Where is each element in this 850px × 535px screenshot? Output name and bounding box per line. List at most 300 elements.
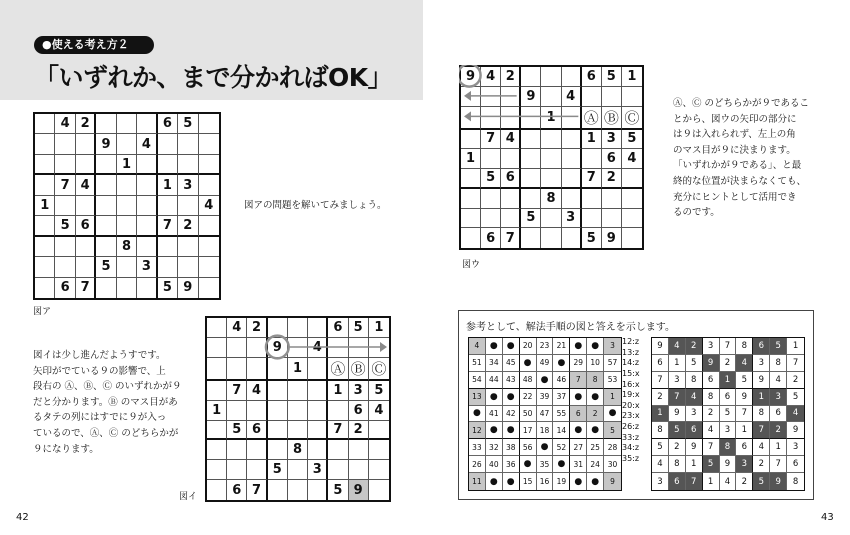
- fig_a-cell: [96, 216, 116, 236]
- fig_i-cell: Ⓒ: [369, 358, 389, 381]
- steps-cell: ●: [587, 473, 604, 490]
- fig_i-cell: [268, 318, 288, 338]
- steps-cell: 45: [503, 355, 520, 372]
- fig_u-cell: [541, 87, 561, 107]
- answer-cell: 6: [770, 406, 787, 423]
- fig_u-cell: [622, 189, 642, 209]
- answer-cell: 6: [686, 422, 703, 439]
- answer-cell: 2: [787, 372, 804, 389]
- fig_i-cell: [308, 440, 328, 460]
- fig_a-cell: [35, 134, 55, 154]
- fig_a-cell: [55, 257, 75, 277]
- text-line: は９は入れられず、左上の角: [673, 129, 796, 141]
- fig_u-cell: [481, 209, 501, 229]
- answer-cell: 7: [652, 372, 669, 389]
- fig_i-cell: [268, 480, 288, 500]
- fig_u-cell: [622, 169, 642, 189]
- fig_i-cell: 5: [369, 381, 389, 401]
- fig_i-cell: [207, 381, 227, 401]
- fig_u-cell: [622, 87, 642, 107]
- fig_u-cell: [481, 189, 501, 209]
- steps-cell: ●: [570, 422, 587, 439]
- answer-cell: 9: [652, 338, 669, 355]
- answer-cell: 1: [753, 389, 770, 406]
- fig_i-cell: 2: [349, 421, 369, 441]
- fig_u-cell: [541, 130, 561, 150]
- fig_u-cell: [461, 87, 481, 107]
- steps-cell: 18: [537, 422, 554, 439]
- answer-cell: 5: [652, 439, 669, 456]
- answer-cell: 4: [787, 406, 804, 423]
- fig_i-cell: [207, 460, 227, 480]
- answer-cell: 5: [669, 422, 686, 439]
- steps-cell: 50: [520, 406, 537, 423]
- steps-cell: 42: [503, 406, 520, 423]
- answer-cell: 6: [753, 338, 770, 355]
- fig_u-cell: [521, 107, 541, 130]
- fig_a-cell: [35, 155, 55, 175]
- fig_u-cell: 1: [622, 67, 642, 87]
- text-line: るのです。: [673, 207, 720, 219]
- fig_u-cell: [582, 87, 602, 107]
- fig_i-cell: 5: [268, 460, 288, 480]
- fig_a-cell: 5: [55, 216, 75, 236]
- fig_a-cell: 9: [96, 134, 116, 154]
- steps-cell: 23: [537, 338, 554, 355]
- steps-cell: 21: [553, 338, 570, 355]
- fig_u-cell: 9: [602, 228, 622, 248]
- fig_i-cell: 3: [349, 381, 369, 401]
- fig_u-cell: [562, 107, 582, 130]
- fig_a-cell: [178, 257, 198, 277]
- fig_a-cell: [137, 196, 157, 216]
- fig_i-cell: 4: [247, 381, 267, 401]
- fig_u-cell: 2: [602, 169, 622, 189]
- fig_a-cell: [178, 155, 198, 175]
- steps-cell: 14: [553, 422, 570, 439]
- fig_a-cell: 1: [158, 175, 178, 195]
- answer-cell: 4: [753, 439, 770, 456]
- steps-cell: 35: [537, 456, 554, 473]
- fig_u-cell: [501, 209, 521, 229]
- fig_u-cell: [562, 67, 582, 87]
- fig_i-cell: [328, 460, 348, 480]
- steps-note: 26:z: [622, 422, 640, 431]
- answer-cell: 6: [669, 473, 686, 490]
- fig_i-cell: 7: [227, 381, 247, 401]
- fig_i-cell: [227, 401, 247, 421]
- fig_u-cell: [562, 228, 582, 248]
- answer-cell: 4: [736, 355, 753, 372]
- answer-cell: 4: [720, 473, 737, 490]
- steps-cell: 55: [553, 406, 570, 423]
- fig_i-cell: [207, 318, 227, 338]
- fig_a-cell: [199, 155, 219, 175]
- steps-note: 35:z: [622, 453, 640, 463]
- fig_u-cell: [562, 169, 582, 189]
- fig_i-cell: 1: [328, 381, 348, 401]
- steps-cell: 36: [503, 456, 520, 473]
- answer-cell: 4: [770, 372, 787, 389]
- fig_a-cell: [55, 237, 75, 257]
- answer-cell: 1: [720, 372, 737, 389]
- answer-cell: 6: [720, 389, 737, 406]
- fig_a-cell: [76, 134, 96, 154]
- fig_a-cell: 4: [55, 114, 75, 134]
- fig_i-cell: 9: [268, 338, 288, 358]
- steps-cell: 27: [570, 439, 587, 456]
- answer-cell: 3: [686, 406, 703, 423]
- text-line: だと分かります。Ⓑ のマス目があ: [33, 396, 178, 408]
- answer-cell: 7: [669, 389, 686, 406]
- fig_u-cell: [562, 189, 582, 209]
- solution-steps-grid: [468, 337, 622, 491]
- answer-cell: 1: [736, 422, 753, 439]
- fig-i-label: 図イ: [179, 492, 198, 502]
- fig_u-cell: [461, 228, 481, 248]
- fig_a-cell: [35, 175, 55, 195]
- answer-cell: 7: [720, 338, 737, 355]
- answer-cell: 3: [703, 338, 720, 355]
- fig_u-cell: 9: [461, 67, 481, 87]
- fig_a-cell: [96, 196, 116, 216]
- fig_a-cell: [117, 134, 137, 154]
- fig_u-cell: [602, 87, 622, 107]
- fig_u-cell: Ⓐ: [582, 107, 602, 130]
- fig_i-cell: 5: [227, 421, 247, 441]
- answer-cell: 7: [770, 456, 787, 473]
- fig_a-cell: [96, 278, 116, 298]
- steps-cell: ●: [570, 473, 587, 490]
- fig_a-cell: 7: [76, 278, 96, 298]
- steps-cell: 37: [553, 389, 570, 406]
- fig_u-cell: [582, 189, 602, 209]
- steps-cell: ●: [486, 473, 503, 490]
- fig_u-cell: 7: [481, 130, 501, 150]
- fig_u-cell: [582, 149, 602, 169]
- fig_a-cell: [96, 175, 116, 195]
- fig_u-cell: [582, 209, 602, 229]
- steps-note: 20:x: [622, 400, 640, 410]
- fig_i-cell: [268, 401, 288, 421]
- text-line: のマス目が９に決まります。: [673, 144, 796, 156]
- answer-cell: 2: [652, 389, 669, 406]
- answer-cell: 1: [787, 338, 804, 355]
- fig_a-cell: [158, 155, 178, 175]
- fig_a-cell: [199, 237, 219, 257]
- fig_u-cell: [562, 130, 582, 150]
- fig_u-cell: 6: [582, 67, 602, 87]
- answer-cell: 9: [736, 389, 753, 406]
- fig_u-cell: 4: [481, 67, 501, 87]
- steps-cell: 47: [537, 406, 554, 423]
- steps-cell: 52: [553, 439, 570, 456]
- fig_u-cell: [481, 149, 501, 169]
- answer-cell: 7: [686, 473, 703, 490]
- steps-note: 12:z: [622, 337, 640, 346]
- sudoku-grid-fig-i: [205, 316, 391, 502]
- steps-cell: 9: [604, 473, 621, 490]
- page-number-right: 43: [821, 512, 834, 523]
- fig_u-cell: 3: [602, 130, 622, 150]
- steps-cell: ●: [604, 406, 621, 423]
- reference-title: 参考として、解法手順の図と答えを示します。: [466, 322, 675, 333]
- steps-cell: ●: [587, 389, 604, 406]
- steps-cell: 3: [604, 338, 621, 355]
- steps-cell: 38: [503, 439, 520, 456]
- answer-cell: 1: [703, 473, 720, 490]
- fig_a-cell: [137, 155, 157, 175]
- steps-cell: ●: [486, 422, 503, 439]
- fig_a-cell: [137, 114, 157, 134]
- fig_a-cell: [158, 257, 178, 277]
- fig_u-cell: [602, 209, 622, 229]
- fig_a-cell: [199, 114, 219, 134]
- steps-note: 15:x: [622, 368, 640, 378]
- fig_a-cell: [199, 216, 219, 236]
- answer-cell: 8: [753, 406, 770, 423]
- fig_a-cell: [35, 114, 55, 134]
- answer-cell: 5: [736, 372, 753, 389]
- fig_a-cell: [117, 175, 137, 195]
- fig_i-cell: [308, 318, 328, 338]
- steps-cell: ●: [486, 338, 503, 355]
- answer-cell: 8: [736, 338, 753, 355]
- answer-cell: 5: [686, 355, 703, 372]
- fig_i-cell: 8: [288, 440, 308, 460]
- fig_a-cell: [76, 237, 96, 257]
- answer-cell: 2: [669, 439, 686, 456]
- fig_i-cell: [288, 480, 308, 500]
- steps-cell: ●: [503, 338, 520, 355]
- fig_u-cell: [541, 209, 561, 229]
- answer-cell: 9: [787, 422, 804, 439]
- answer-cell: 3: [720, 422, 737, 439]
- answer-cell: 2: [703, 406, 720, 423]
- answer-cell: 5: [770, 338, 787, 355]
- steps-cell: 11: [469, 473, 486, 490]
- steps-column-notes: [622, 337, 640, 465]
- steps-cell: ●: [537, 372, 554, 389]
- answer-cell: 1: [770, 439, 787, 456]
- steps-cell: ●: [553, 355, 570, 372]
- fig_u-cell: 5: [582, 228, 602, 248]
- fig_i-cell: [247, 440, 267, 460]
- answer-cell: 2: [770, 422, 787, 439]
- answer-grid: [651, 337, 805, 491]
- fig_i-cell: 6: [247, 421, 267, 441]
- fig_i-cell: 7: [247, 480, 267, 500]
- answer-cell: 3: [669, 372, 686, 389]
- fig_u-cell: [622, 228, 642, 248]
- fig_a-cell: 3: [178, 175, 198, 195]
- answer-cell: 2: [736, 473, 753, 490]
- fig_i-cell: [369, 480, 389, 500]
- fig_i-cell: [349, 460, 369, 480]
- text-line: 「いずれかが９である」、と最: [673, 160, 802, 172]
- answer-cell: 8: [770, 355, 787, 372]
- fig_i-cell: 2: [247, 318, 267, 338]
- fig_i-cell: 6: [349, 401, 369, 421]
- fig_i-cell: [308, 401, 328, 421]
- fig_u-cell: 1: [461, 149, 481, 169]
- steps-cell: 43: [503, 372, 520, 389]
- fig_i-cell: [207, 358, 227, 381]
- steps-cell: 7: [570, 372, 587, 389]
- fig_a-cell: [137, 175, 157, 195]
- fig_a-cell: [55, 155, 75, 175]
- fig_a-cell: [35, 257, 55, 277]
- steps-cell: ●: [469, 406, 486, 423]
- fig_a-cell: 8: [117, 237, 137, 257]
- answer-cell: 2: [720, 355, 737, 372]
- fig_a-cell: [35, 216, 55, 236]
- steps-cell: 34: [486, 355, 503, 372]
- answer-cell: 9: [686, 439, 703, 456]
- steps-cell: 10: [587, 355, 604, 372]
- section-badge: ●使える考え方２: [34, 36, 154, 54]
- fig_i-cell: [349, 338, 369, 358]
- fig_u-cell: 7: [582, 169, 602, 189]
- text-line: 矢印がでている９の影響で、上: [33, 365, 166, 377]
- fig_u-cell: [622, 209, 642, 229]
- fig_i-cell: 4: [308, 338, 328, 358]
- fig_i-cell: [308, 381, 328, 401]
- answer-cell: 2: [753, 456, 770, 473]
- text-line: 図イは少し進んだようすです。: [33, 350, 166, 361]
- fig_i-cell: 9: [349, 480, 369, 500]
- fig_i-cell: [247, 401, 267, 421]
- fig_u-cell: 6: [501, 169, 521, 189]
- fig_i-cell: [288, 460, 308, 480]
- fig_a-cell: 1: [117, 155, 137, 175]
- fig_a-cell: [137, 216, 157, 236]
- answer-cell: 4: [703, 422, 720, 439]
- fig_a-cell: [55, 196, 75, 216]
- fig_a-cell: 2: [76, 114, 96, 134]
- steps-cell: 49: [537, 355, 554, 372]
- fig_u-cell: [602, 189, 622, 209]
- steps-cell: 28: [604, 439, 621, 456]
- steps-cell: ●: [570, 338, 587, 355]
- steps-cell: 16: [537, 473, 554, 490]
- fig_i-cell: [247, 460, 267, 480]
- steps-note: 19:x: [622, 390, 640, 400]
- fig_a-cell: [178, 237, 198, 257]
- steps-cell: 25: [587, 439, 604, 456]
- fig_a-cell: 5: [158, 278, 178, 298]
- answer-cell: 6: [736, 439, 753, 456]
- fig_i-cell: Ⓐ: [328, 358, 348, 381]
- fig_i-cell: [227, 358, 247, 381]
- sudoku-grid-fig-u: [459, 65, 644, 250]
- answer-cell: 8: [686, 372, 703, 389]
- answer-cell: 9: [703, 355, 720, 372]
- answer-cell: 7: [753, 422, 770, 439]
- fig_u-cell: [541, 67, 561, 87]
- answer-cell: 8: [792, 476, 799, 487]
- fig_u-cell: [541, 228, 561, 248]
- fig_u-cell: 4: [501, 130, 521, 150]
- fig_a-cell: [178, 196, 198, 216]
- steps-cell: 51: [469, 355, 486, 372]
- steps-cell: 46: [553, 372, 570, 389]
- fig_u-cell: 4: [622, 149, 642, 169]
- fig_i-cell: 6: [328, 318, 348, 338]
- fig_i-cell: [268, 381, 288, 401]
- fig_u-cell: 1: [582, 130, 602, 150]
- fig_u-cell: [521, 149, 541, 169]
- text-line: とから、図ウの矢印の部分に: [673, 113, 797, 125]
- steps-cell: 19: [553, 473, 570, 490]
- steps-cell: 26: [469, 456, 486, 473]
- steps-cell: 20: [520, 338, 537, 355]
- fig_a-cell: [117, 278, 137, 298]
- fig_a-cell: 4: [76, 175, 96, 195]
- answer-cell: 9: [753, 372, 770, 389]
- answer-cell: 9: [720, 456, 737, 473]
- fig_u-cell: [501, 149, 521, 169]
- steps-note: 23:x: [622, 411, 640, 421]
- fig_i-cell: [308, 358, 328, 381]
- fig_u-cell: 8: [541, 189, 561, 209]
- fig_u-cell: [461, 209, 481, 229]
- fig_u-cell: Ⓒ: [622, 107, 642, 130]
- steps-note: 16:x: [622, 379, 640, 389]
- steps-cell: 53: [604, 372, 621, 389]
- fig_i-cell: 1: [369, 318, 389, 338]
- fig_u-cell: 1: [541, 107, 561, 130]
- fig_i-cell: 1: [207, 401, 227, 421]
- steps-note: 13:z: [622, 347, 640, 357]
- fig_i-cell: 4: [369, 401, 389, 421]
- fig_a-cell: [35, 237, 55, 257]
- fig_i-cell: [268, 440, 288, 460]
- text-line: 段右の Ⓐ、Ⓑ、Ⓒ のいずれかが９: [33, 381, 182, 393]
- fig_a-cell: [76, 196, 96, 216]
- fig_i-cell: [369, 421, 389, 441]
- text-line: Ⓐ、Ⓒ のどちらかが９であるこ: [673, 98, 810, 109]
- steps-cell: 40: [486, 456, 503, 473]
- fig_a-cell: [158, 196, 178, 216]
- steps-cell: 17: [520, 422, 537, 439]
- answer-cell: 5: [720, 406, 737, 423]
- fig_u-cell: 9: [521, 87, 541, 107]
- fig_i-cell: [247, 358, 267, 381]
- answer-cell: 4: [686, 389, 703, 406]
- fig_i-cell: [268, 421, 288, 441]
- fig_a-cell: 9: [178, 278, 198, 298]
- fig_i-cell: 7: [328, 421, 348, 441]
- steps-cell: 24: [587, 456, 604, 473]
- steps-cell: 32: [486, 439, 503, 456]
- fig_a-cell: [117, 257, 137, 277]
- fig_u-cell: 4: [562, 87, 582, 107]
- answer-cell: 8: [669, 456, 686, 473]
- fig_i-cell: [369, 338, 389, 358]
- fig_u-cell: [461, 189, 481, 209]
- fig_a-cell: [117, 196, 137, 216]
- fig_u-cell: [562, 149, 582, 169]
- answer-cell: 1: [669, 355, 686, 372]
- steps-cell: 41: [486, 406, 503, 423]
- answer-cell: 5: [787, 389, 804, 406]
- fig_i-cell: [207, 480, 227, 500]
- answer-cell: 4: [652, 456, 669, 473]
- steps-note: 14:z: [622, 358, 640, 368]
- fig_u-cell: [501, 87, 521, 107]
- answer-cell: 8: [652, 422, 669, 439]
